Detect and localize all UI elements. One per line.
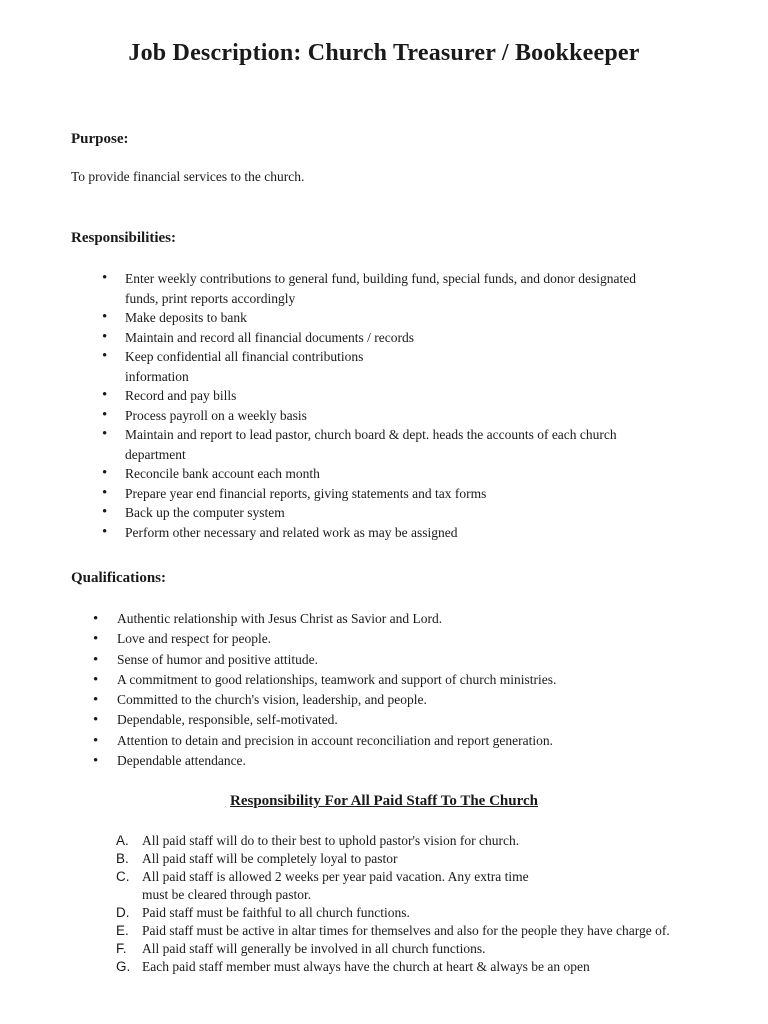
list-item-text: All paid staff will be completely loyal to pastor [142, 851, 398, 866]
list-item: • Committed to the church's vision, leadership, and people. [117, 690, 677, 710]
list-item: • Dependable, responsible, self-motivated. [117, 710, 677, 730]
list-item: • Sense of humor and positive attitude. [117, 650, 677, 670]
list-item [116, 832, 682, 850]
list-item-text: Each paid staff member must always have the church at heart & always be an open [142, 959, 590, 974]
list-item [116, 958, 682, 976]
list-item: • Enter weekly contributions to general fund, building fund, special funds, and donor designated funds, print reports accordingly [125, 269, 665, 308]
list-item: • Love and respect for people. [117, 629, 677, 649]
paid-staff-list [116, 832, 682, 976]
list-item: • Dependable attendance. [117, 751, 677, 771]
responsibilities-list [125, 269, 665, 542]
list-item-text: Paid staff must be active in altar times for themselves and also for the people they have charge of. [142, 923, 670, 938]
list-item: • Maintain and record all financial documents / records [125, 328, 665, 348]
list-item: • Prepare year end financial reports, giving statements and tax forms [125, 484, 665, 504]
list-item: • Back up the computer system [125, 503, 665, 523]
page-title: Job Description: Church Treasurer / Bookkeeper [128, 40, 640, 66]
list-marker: C. [116, 869, 130, 884]
list-marker: F. [116, 941, 127, 956]
list-item-text: All paid staff will do to their best to uphold pastor's vision for church. [142, 833, 520, 848]
list-item: • Keep confidential all financial contributions information [125, 347, 415, 386]
list-item-text: All paid staff will generally be involved in all church functions. [142, 941, 486, 956]
list-marker: E. [116, 923, 129, 938]
list-item: • Maintain and report to lead pastor, church board & dept. heads the accounts of each church department [125, 425, 665, 464]
list-item [116, 850, 682, 868]
responsibilities-heading: Responsibilities: [71, 230, 177, 246]
list-item [116, 922, 682, 940]
paid-staff-heading: Responsibility For All Paid Staff To The Church [230, 793, 538, 809]
list-item: • A commitment to good relationships, teamwork and support of church ministries. [117, 670, 677, 690]
list-item [116, 904, 682, 922]
list-item-text: Paid staff must be faithful to all church functions. [142, 905, 410, 920]
list-item: • Perform other necessary and related work as may be assigned [125, 523, 665, 543]
list-item: • Reconcile bank account each month [125, 464, 665, 484]
list-item: • Record and pay bills [125, 386, 665, 406]
purpose-heading: Purpose: [71, 131, 129, 147]
purpose-text: To provide financial services to the church. [71, 169, 305, 184]
list-marker: B. [116, 851, 129, 866]
list-item: • Process payroll on a weekly basis [125, 406, 665, 426]
list-item [116, 868, 532, 904]
list-marker: A. [116, 833, 129, 848]
list-item [116, 940, 682, 958]
qualifications-list [117, 609, 677, 771]
list-item: • Authentic relationship with Jesus Christ as Savior and Lord. [117, 609, 677, 629]
list-item: • Attention to detain and precision in account reconciliation and report generation. [117, 731, 677, 751]
qualifications-heading: Qualifications: [71, 570, 167, 586]
list-marker: G. [116, 959, 131, 974]
list-item-text: All paid staff is allowed 2 weeks per year paid vacation. Any extra time must be cleared through pastor. [142, 869, 529, 902]
list-marker: D. [116, 905, 130, 920]
list-item: • Make deposits to bank [125, 308, 665, 328]
